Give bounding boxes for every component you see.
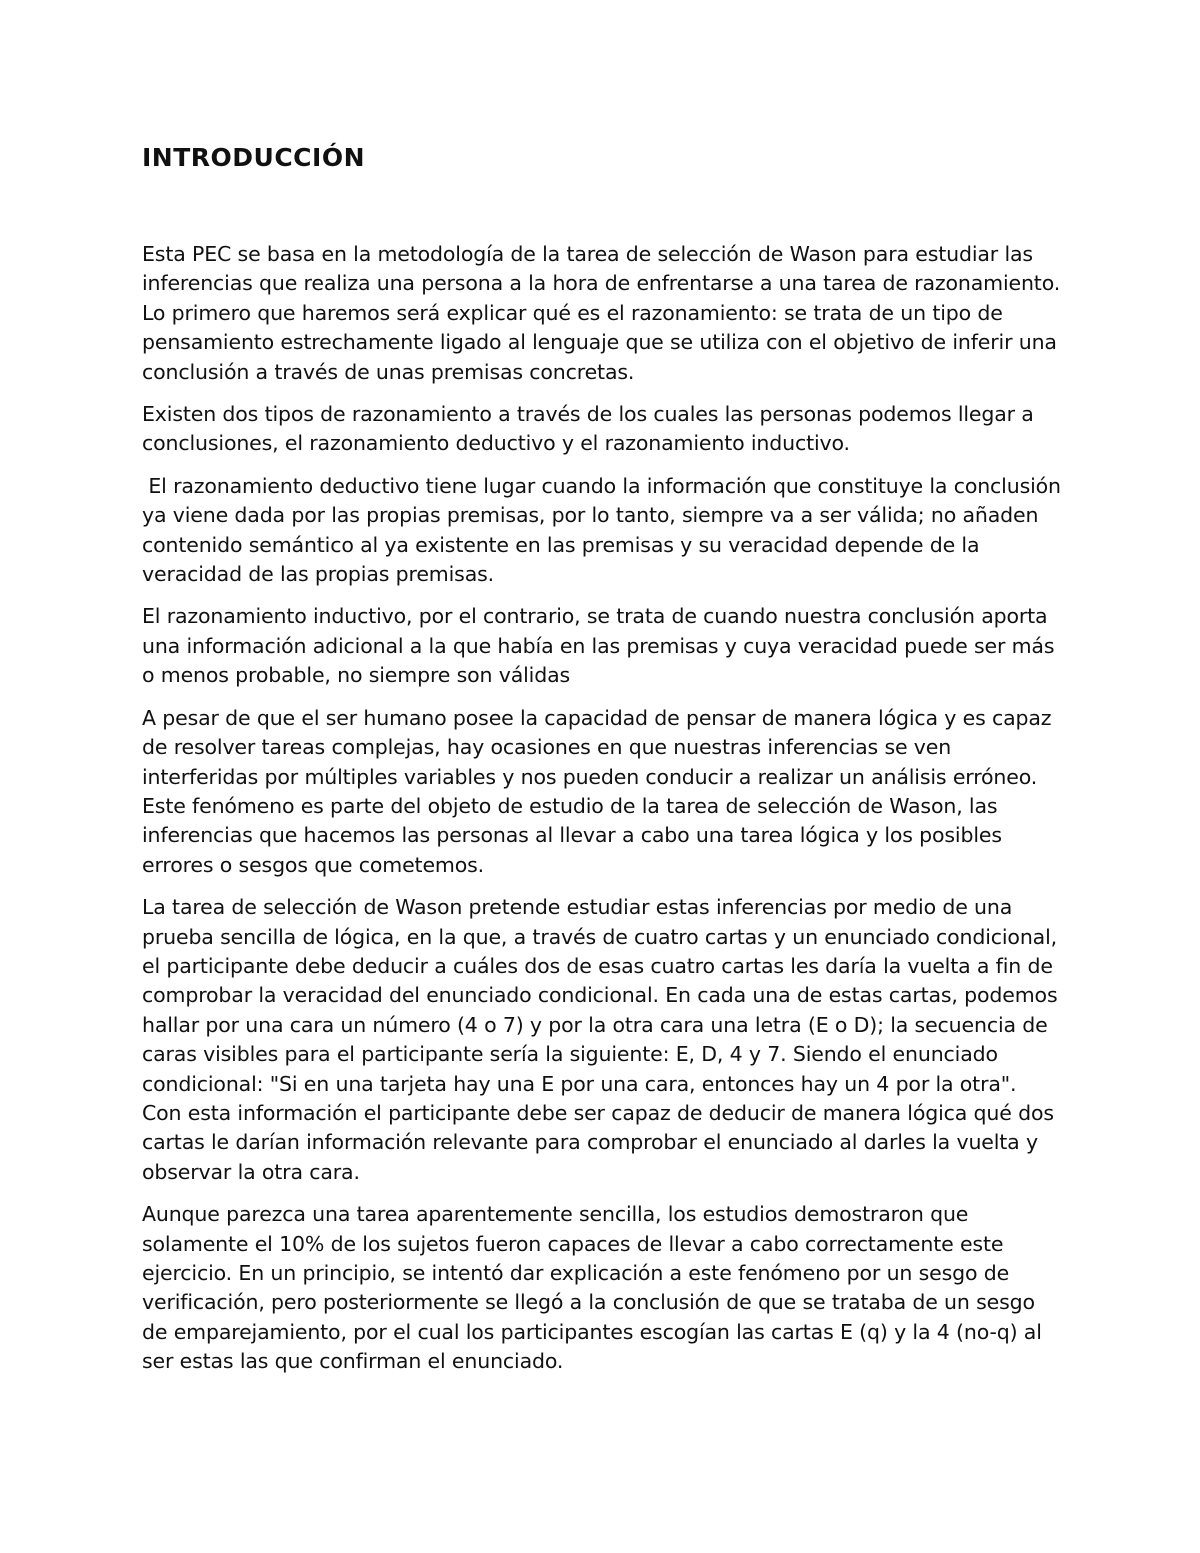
page-title: INTRODUCCIÓN (142, 143, 366, 172)
paragraph: Existen dos tipos de razonamiento a través de los cuales las personas podemos llegar a conclusiones, el razonamiento deductivo y el razonamiento inductivo. (142, 402, 1034, 456)
document-body (142, 140, 1068, 1390)
paragraph: El razonamiento deductivo tiene lugar cuando la información que constituye la conclusión ya viene dada por las propias premisas, por lo tanto, siempre va a ser válida; no añaden contenido semántico al ya existente en las premisas y su veracidad depende de la veracidad de las propias premisas. (142, 473, 1068, 587)
paragraph: La tarea de selección de Wason pretende estudiar estas inferencias por medio de una prueba sencilla de lógica, en la que, a través de cuatro cartas y un enunciado condicional, el participante debe deducir a cuáles dos de esas cuatro cartas les daría la vuelta a fin de comprobar la veracidad del enunciado condicional. En cada una de estas cartas, podemos hallar por una cara un número (4 o 7) y por la otra cara una letra (E o D); la secuencia de caras visibles para el participante sería la siguiente: E, D, 4 y 7. Siendo el enunciado condicional: "Si en una tarjeta hay una E por una cara, entonces hay un 4 por la otra". Con esta información el participante debe ser capaz de deducir de manera lógica qué dos cartas le darían información relevante para comprobar el enunciado al darles la vuelta y observar la otra cara. (142, 895, 1058, 1184)
paragraph: El razonamiento inductivo, por el contrario, se trata de cuando nuestra conclusión aporta una información adicional a la que había en las premisas y cuya veracidad puede ser más o menos probable, no siempre son válidas (142, 604, 1055, 688)
paragraph: Aunque parezca una tarea aparentemente sencilla, los estudios demostraron que solamente el 10% de los sujetos fueron capaces de llevar a cabo correctamente este ejercicio. En un principio, se intentó dar explicación a este fenómeno por un sesgo de verificación, pero posteriormente se llegó a la conclusión de que se trataba de un sesgo de emparejamiento, por el cual los participantes escogían las cartas E (q) y la 4 (no-q) al ser estas las que confirman el enunciado. (142, 1202, 1042, 1374)
paragraph: Esta PEC se basa en la metodología de la tarea de selección de Wason para estudiar las inferencias que realiza una persona a la hora de enfrentarse a una tarea de razonamiento. Lo primero que haremos será explicar qué es el razonamiento: se trata de un tipo de pensamiento estrechamente ligado al lenguaje que se utiliza con el objetivo de inferir una conclusión a través de unas premisas concretas. (142, 242, 1061, 384)
paragraph: A pesar de que el ser humano posee la capacidad de pensar de manera lógica y es capaz de resolver tareas complejas, hay ocasiones en que nuestras inferencias se ven interferidas por múltiples variables y nos pueden conducir a realizar un análisis erróneo. Este fenómeno es parte del objeto de estudio de la tarea de selección de Wason, las inferencias que hacemos las personas al llevar a cabo una tarea lógica y los posibles errores o sesgos que cometemos. (142, 705, 1052, 877)
